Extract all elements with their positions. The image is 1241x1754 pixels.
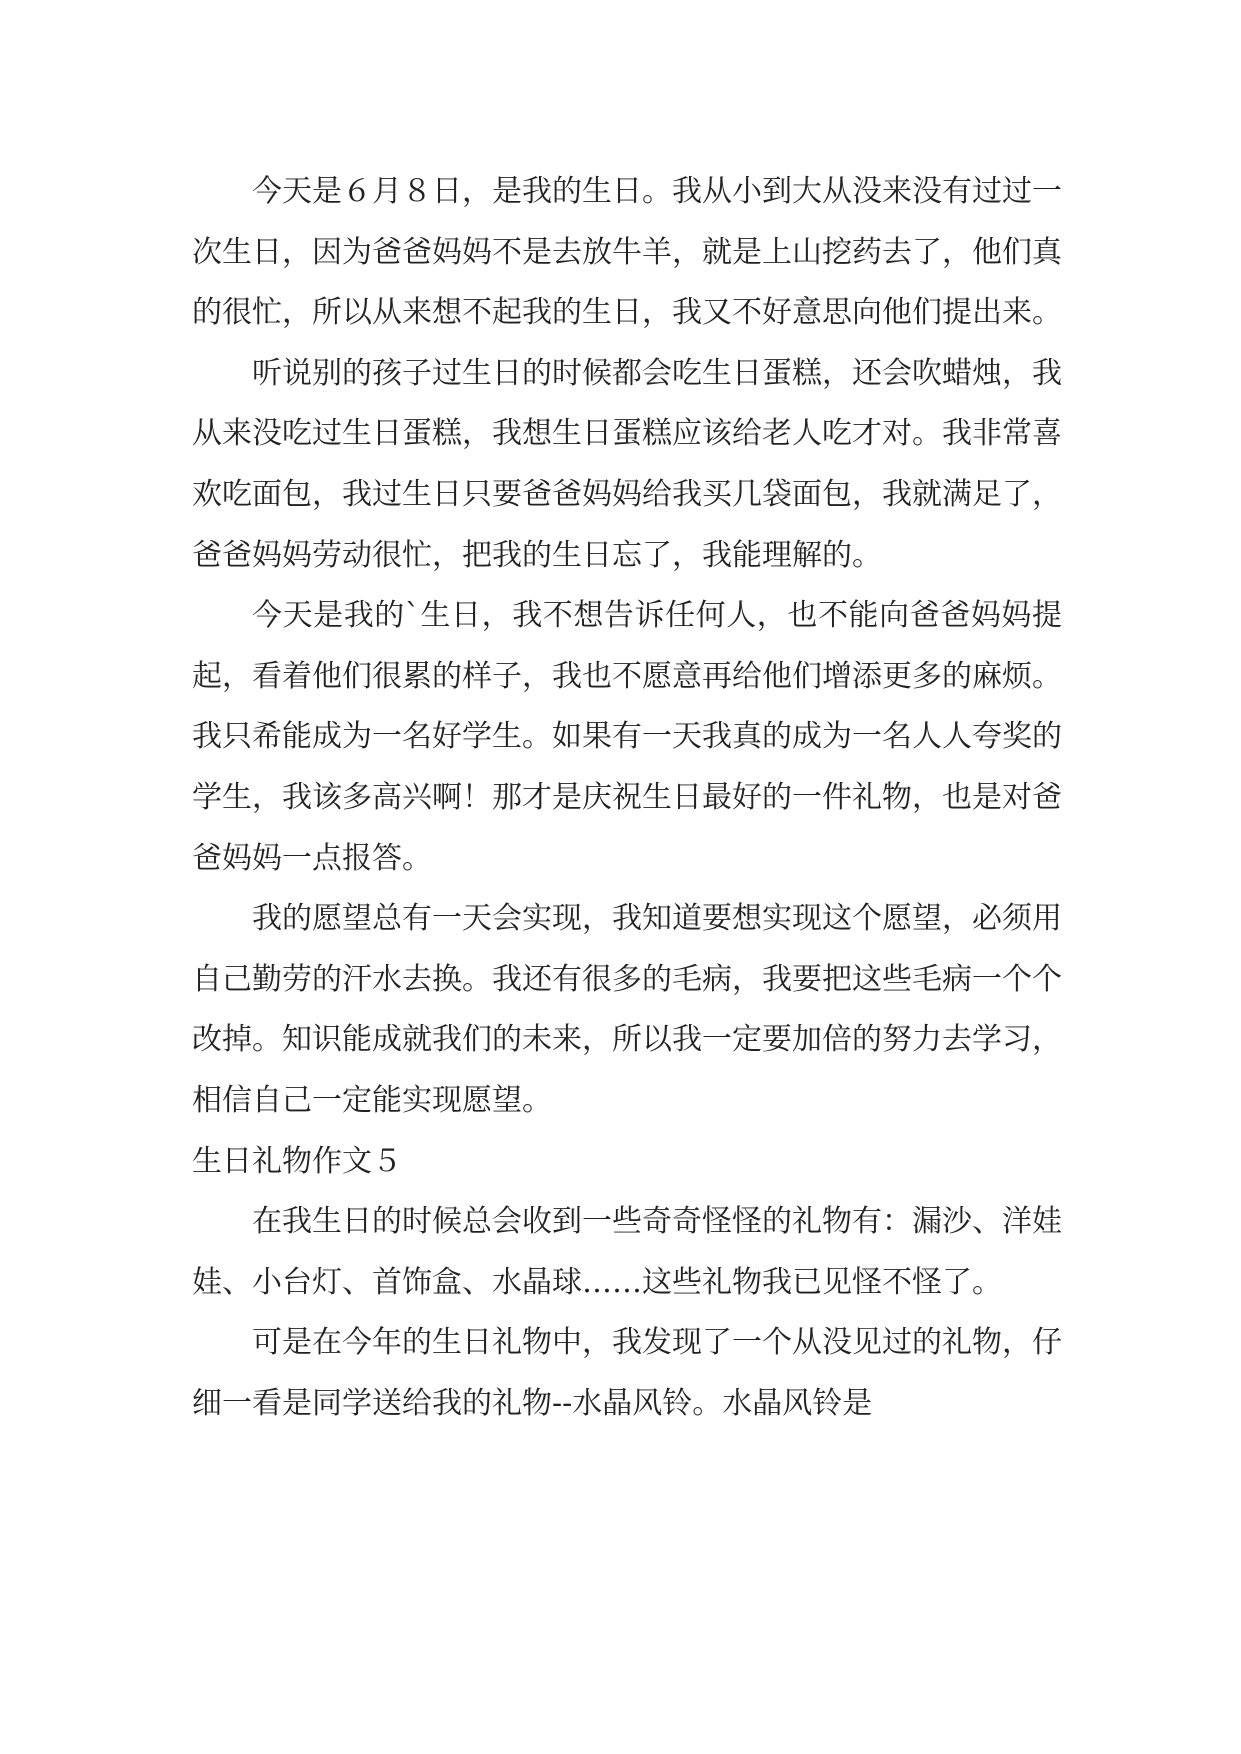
paragraph-2: 听说别的孩子过生日的时候都会吃生日蛋糕，还会吹蜡烛，我从来没吃过生日蛋糕，我想生日蛋糕应该给老人吃才对。我非常喜欢吃面包，我过生日只要爸爸妈妈给我买几袋面包，我就满足了，爸爸妈妈劳动很忙，把我的生日忘了，我能理解的。 xyxy=(192,355,1062,573)
section-title: 生日礼物作文５ xyxy=(192,1143,402,1179)
paragraph-3: 今天是我的`生日，我不想告诉任何人，也不能向爸爸妈妈提起，看着他们很累的样子，我也不愿意再给他们增添更多的麻烦。我只希能成为一名好学生。如果有一天我真的成为一名人人夸奖的学生，我该多高兴啊！那才是庆祝生日最好的一件礼物，也是对爸爸妈妈一点报答。 xyxy=(192,598,1062,876)
paragraph-1: 今天是６月８日，是我的生日。我从小到大从没来没有过过一次生日，因为爸爸妈妈不是去放牛羊，就是上山挖药去了，他们真的很忙，所以从来想不起我的生日，我又不好意思向他们提出来。 xyxy=(192,174,1062,331)
section-paragraph-2: 可是在今年的生日礼物中，我发现了一个从没见过的礼物，仔细一看是同学送给我的礼物--水晶风铃。水晶风铃是 xyxy=(192,1325,1062,1421)
section-paragraph-1: 在我生日的时候总会收到一些奇奇怪怪的礼物有：漏沙、洋娃娃、小台灯、首饰盒、水晶球……这些礼物我已见怪不怪了。 xyxy=(192,1204,1062,1300)
paragraph-4: 我的愿望总有一天会实现，我知道要想实现这个愿望，必须用自己勤劳的汗水去换。我还有很多的毛病，我要把这些毛病一个个改掉。知识能成就我们的未来，所以我一定要加倍的努力去学习，相信自己一定能实现愿望。 xyxy=(192,901,1062,1118)
document-body xyxy=(192,162,1062,1434)
